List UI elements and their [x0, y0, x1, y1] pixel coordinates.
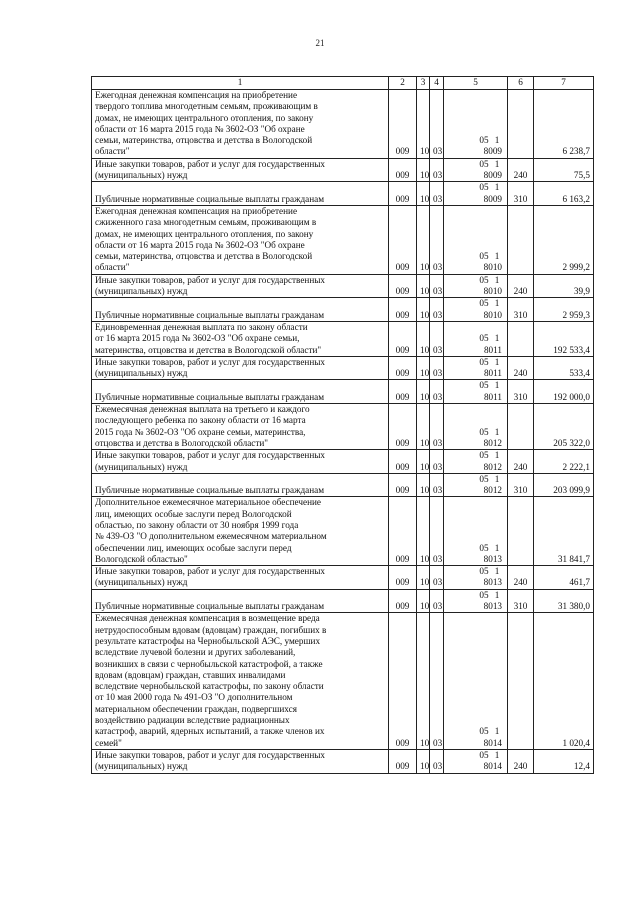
row-target — [444, 158, 508, 182]
row-pr: 03 — [430, 497, 444, 566]
row-name — [92, 274, 389, 298]
row-target-t3: 8010 — [483, 262, 502, 273]
row-name-line: 2015 года № 3602-ОЗ "Об охране семьи, материнства, — [95, 426, 306, 437]
row-amount: 203 099,9 — [534, 473, 594, 497]
row-target — [444, 274, 508, 298]
row-vr — [508, 404, 534, 450]
row-target-t3: 8010 — [483, 309, 502, 320]
row-target — [444, 497, 508, 566]
row-amount: 2 222,1 — [534, 450, 594, 474]
table-row — [92, 589, 594, 613]
row-amount: 533,4 — [534, 356, 594, 380]
row-vr: 240 — [508, 274, 534, 298]
row-gr: 009 — [389, 380, 417, 404]
row-name-line: Вологодской областью" — [95, 553, 188, 564]
row-name — [92, 182, 389, 206]
row-name-line: твердого топлива многодетным семьям, проживающим в — [95, 101, 318, 112]
table-row — [92, 158, 594, 182]
row-target — [444, 589, 508, 613]
row-pr: 03 — [430, 566, 444, 590]
row-rz: 10 — [417, 749, 430, 773]
row-name-line: сжиженного газа многодетным семьям, проживающим в — [95, 217, 317, 228]
row-name-line: Иные закупки товаров, работ и услуг для государственных — [95, 158, 326, 169]
row-gr: 009 — [389, 205, 417, 274]
header-row — [92, 77, 594, 90]
row-rz: 10 — [417, 566, 430, 590]
row-target-t1: 05 — [479, 333, 489, 344]
row-name-line: нетрудоспособным вдовам (вдовцам) граждан, погибших в — [95, 624, 327, 635]
row-rz: 10 — [417, 321, 430, 356]
row-target-t2: 1 — [494, 380, 500, 391]
row-name — [92, 497, 389, 566]
col-header-gr: 2 — [389, 77, 417, 90]
row-amount: 31 380,0 — [534, 589, 594, 613]
table-row — [92, 497, 594, 566]
row-rz: 10 — [417, 205, 430, 274]
row-target-t1: 05 — [479, 251, 489, 262]
table-row — [92, 356, 594, 380]
row-target — [444, 404, 508, 450]
row-gr: 009 — [389, 589, 417, 613]
row-gr: 009 — [389, 749, 417, 773]
row-name-line: катастроф, аварий, ядерных испытаний, а также членов их — [95, 726, 325, 737]
row-target-t3: 8009 — [483, 170, 502, 181]
row-pr: 03 — [430, 90, 444, 159]
row-pr: 03 — [430, 158, 444, 182]
row-gr: 009 — [389, 158, 417, 182]
row-name-line: материнства, отцовства и детства в Вологодской области" — [95, 344, 322, 355]
row-target-t2: 1 — [494, 356, 500, 367]
col-header-target: 5 — [444, 77, 508, 90]
row-name-line: семьи, материнства, отцовства и детства в Вологодской — [95, 251, 313, 262]
row-name-line: от 10 мая 2000 года № 491-ОЗ "О дополнительном — [95, 692, 293, 703]
row-name — [92, 404, 389, 450]
row-target — [444, 298, 508, 322]
row-gr: 009 — [389, 298, 417, 322]
row-target-t2: 1 — [494, 298, 500, 309]
row-name — [92, 90, 389, 159]
row-target — [444, 90, 508, 159]
row-amount: 6 163,2 — [534, 182, 594, 206]
row-target-t2: 1 — [494, 542, 500, 553]
row-amount: 205 322,0 — [534, 404, 594, 450]
table-row — [92, 613, 594, 750]
row-vr — [508, 497, 534, 566]
table-row — [92, 404, 594, 450]
col-header-pr: 4 — [430, 77, 444, 90]
row-pr: 03 — [430, 356, 444, 380]
row-target-t2: 1 — [494, 749, 500, 760]
row-gr: 009 — [389, 274, 417, 298]
row-rz: 10 — [417, 404, 430, 450]
row-target — [444, 613, 508, 750]
row-name-line: Единовременная денежная выплата по закону области — [95, 321, 308, 332]
row-rz: 10 — [417, 182, 430, 206]
row-name-line: домах, не имеющих центрального отопления, по закону — [95, 112, 314, 123]
row-target — [444, 321, 508, 356]
row-target-t1: 05 — [479, 726, 489, 737]
row-target-t2: 1 — [494, 158, 500, 169]
row-name-line: Публичные нормативные социальные выплаты гражданам — [95, 391, 325, 402]
row-name — [92, 749, 389, 773]
row-name-line: воздействию радиации вследствие радиационных — [95, 715, 290, 726]
row-target-t3: 8011 — [483, 344, 502, 355]
row-name-line: отцовства и детства в Вологодской области" — [95, 437, 269, 448]
row-target-t1: 05 — [479, 589, 489, 600]
row-gr: 009 — [389, 404, 417, 450]
row-gr: 009 — [389, 450, 417, 474]
row-target-t2: 1 — [494, 473, 500, 484]
row-amount: 1 020,4 — [534, 613, 594, 750]
row-name-line: обеспечении лиц, имеющих особые заслуги перед — [95, 542, 292, 553]
row-name-line: № 439-ОЗ "О дополнительном ежемесячном материальном — [95, 531, 327, 542]
row-rz: 10 — [417, 473, 430, 497]
row-rz: 10 — [417, 90, 430, 159]
row-name-line: Иные закупки товаров, работ и услуг для государственных — [95, 749, 326, 760]
row-name-line: Публичные нормативные социальные выплаты гражданам — [95, 309, 325, 320]
row-pr: 03 — [430, 404, 444, 450]
row-target-t1: 05 — [479, 182, 489, 193]
row-name — [92, 473, 389, 497]
row-rz: 10 — [417, 497, 430, 566]
row-name-line: области от 16 марта 2015 года № 3602-ОЗ "Об охране — [95, 239, 305, 250]
row-name-line: от 16 марта 2015 года № 3602-ОЗ "Об охране семьи, — [95, 333, 300, 344]
row-target-t3: 8012 — [483, 437, 502, 448]
row-target-t1: 05 — [479, 298, 489, 309]
row-name — [92, 356, 389, 380]
col-header-vr: 6 — [508, 77, 534, 90]
row-vr: 310 — [508, 589, 534, 613]
row-rz: 10 — [417, 589, 430, 613]
row-amount: 192 000,0 — [534, 380, 594, 404]
row-name-line: области от 16 марта 2015 года № 3602-ОЗ "Об охране — [95, 123, 305, 134]
table-row — [92, 205, 594, 274]
row-target-t2: 1 — [494, 333, 500, 344]
row-rz: 10 — [417, 158, 430, 182]
row-target-t3: 8014 — [483, 761, 502, 772]
table-row — [92, 274, 594, 298]
row-vr: 310 — [508, 182, 534, 206]
row-pr: 03 — [430, 205, 444, 274]
row-name-line: Ежегодная денежная компенсация на приобретение — [95, 90, 298, 100]
row-pr: 03 — [430, 613, 444, 750]
row-gr: 009 — [389, 613, 417, 750]
row-amount: 39,9 — [534, 274, 594, 298]
row-rz: 10 — [417, 450, 430, 474]
table-row — [92, 182, 594, 206]
col-header-name: 1 — [92, 77, 389, 90]
row-name-line: вдовам (вдовцам) граждан, ставших инвалидами — [95, 669, 286, 680]
row-target-t2: 1 — [494, 182, 500, 193]
col-header-rz: 3 — [417, 77, 430, 90]
row-pr: 03 — [430, 274, 444, 298]
table-row — [92, 298, 594, 322]
row-name-line: Иные закупки товаров, работ и услуг для государственных — [95, 356, 326, 367]
row-vr — [508, 90, 534, 159]
row-name-line: Иные закупки товаров, работ и услуг для государственных — [95, 566, 326, 577]
row-pr: 03 — [430, 450, 444, 474]
row-amount: 461,7 — [534, 566, 594, 590]
row-name-line: (муниципальных) нужд — [95, 368, 188, 379]
table-row — [92, 566, 594, 590]
table-body — [92, 90, 594, 774]
row-vr: 240 — [508, 450, 534, 474]
row-target-t2: 1 — [494, 726, 500, 737]
row-name-line: (муниципальных) нужд — [95, 286, 188, 297]
page-number: 21 — [315, 38, 325, 48]
row-gr: 009 — [389, 90, 417, 159]
row-target-t1: 05 — [479, 542, 489, 553]
row-name-line: (муниципальных) нужд — [95, 761, 188, 772]
row-target-t1: 05 — [479, 749, 489, 760]
row-rz: 10 — [417, 380, 430, 404]
row-name-line: лиц, имеющих особые заслуги перед Вологодской — [95, 508, 292, 519]
row-name-line: Иные закупки товаров, работ и услуг для государственных — [95, 274, 326, 285]
row-target-t1: 05 — [479, 274, 489, 285]
row-target-t2: 1 — [494, 589, 500, 600]
row-rz: 10 — [417, 274, 430, 298]
row-target-t2: 1 — [494, 135, 500, 146]
row-target-t3: 8014 — [483, 737, 502, 748]
row-target-t2: 1 — [494, 251, 500, 262]
row-vr: 310 — [508, 298, 534, 322]
row-target-t3: 8011 — [483, 391, 502, 402]
row-target-t1: 05 — [479, 158, 489, 169]
row-pr: 03 — [430, 749, 444, 773]
row-name-line: Публичные нормативные социальные выплаты гражданам — [95, 601, 325, 612]
row-name-line: семьи, материнства, отцовства и детства в Вологодской — [95, 135, 313, 146]
row-target-t2: 1 — [494, 566, 500, 577]
row-vr: 240 — [508, 158, 534, 182]
row-pr: 03 — [430, 298, 444, 322]
row-name-line: Публичные нормативные социальные выплаты гражданам — [95, 193, 325, 204]
row-target-t3: 8013 — [483, 601, 502, 612]
row-vr: 310 — [508, 380, 534, 404]
row-name — [92, 298, 389, 322]
row-target — [444, 205, 508, 274]
row-target — [444, 749, 508, 773]
row-target-t3: 8012 — [483, 461, 502, 472]
row-vr: 240 — [508, 356, 534, 380]
row-rz: 10 — [417, 298, 430, 322]
row-rz: 10 — [417, 613, 430, 750]
row-name-line: Дополнительное ежемесячное материальное обеспечение — [95, 497, 321, 508]
row-target — [444, 380, 508, 404]
row-target-t3: 8010 — [483, 286, 502, 297]
row-target — [444, 473, 508, 497]
table-row — [92, 321, 594, 356]
row-target — [444, 356, 508, 380]
row-name — [92, 321, 389, 356]
row-vr — [508, 613, 534, 750]
row-pr: 03 — [430, 182, 444, 206]
row-target-t3: 8013 — [483, 577, 502, 588]
row-name-line: домах, не имеющих центрального отопления, по закону — [95, 228, 314, 239]
row-amount: 12,4 — [534, 749, 594, 773]
row-name — [92, 589, 389, 613]
row-name — [92, 158, 389, 182]
table-row — [92, 473, 594, 497]
row-name-line: (муниципальных) нужд — [95, 461, 188, 472]
row-target-t3: 8012 — [483, 485, 502, 496]
row-name-line: результате катастрофы на Чернобыльской АЭС, умерших — [95, 635, 321, 646]
row-name-line: вследствие чернобыльской катастрофы, по закону области — [95, 681, 324, 692]
row-name-line: области" — [95, 146, 130, 157]
row-target-t1: 05 — [479, 380, 489, 391]
row-name-line: Ежемесячная денежная компенсация в возмещение вреда — [95, 613, 320, 624]
row-target-t2: 1 — [494, 426, 500, 437]
row-name-line: Ежемесячная денежная выплата на третьего и каждого — [95, 404, 310, 415]
row-amount: 2 959,3 — [534, 298, 594, 322]
row-target-t1: 05 — [479, 473, 489, 484]
row-name-line: (муниципальных) нужд — [95, 577, 188, 588]
table-row — [92, 749, 594, 773]
row-pr: 03 — [430, 473, 444, 497]
row-vr: 240 — [508, 566, 534, 590]
row-vr — [508, 205, 534, 274]
row-name — [92, 205, 389, 274]
row-gr: 009 — [389, 473, 417, 497]
row-pr: 03 — [430, 380, 444, 404]
row-name-line: области" — [95, 262, 130, 273]
row-name-line: областью, по закону области от 30 ноября 1999 года — [95, 519, 299, 530]
row-target — [444, 182, 508, 206]
row-amount: 75,5 — [534, 158, 594, 182]
row-target-t1: 05 — [479, 356, 489, 367]
row-target-t2: 1 — [494, 450, 500, 461]
row-target-t3: 8009 — [483, 193, 502, 204]
row-target-t2: 1 — [494, 274, 500, 285]
row-name-line: Публичные нормативные социальные выплаты гражданам — [95, 485, 325, 496]
row-name-line: материальном обеспечении граждан, подвергшихся — [95, 703, 297, 714]
budget-table — [91, 76, 594, 774]
row-target-t3: 8011 — [483, 368, 502, 379]
row-target-t3: 8013 — [483, 553, 502, 564]
col-header-amount: 7 — [534, 77, 594, 90]
row-target — [444, 566, 508, 590]
row-name-line: последующего ребенка по закону области от 16 марта — [95, 415, 306, 426]
row-name — [92, 380, 389, 404]
row-vr: 240 — [508, 749, 534, 773]
row-gr: 009 — [389, 321, 417, 356]
row-name-line: возникших в связи с чернобыльской катастрофой, а также — [95, 658, 323, 669]
row-target-t1: 05 — [479, 566, 489, 577]
row-name — [92, 450, 389, 474]
row-amount: 31 841,7 — [534, 497, 594, 566]
table-row — [92, 90, 594, 159]
row-target — [444, 450, 508, 474]
row-name-line: (муниципальных) нужд — [95, 170, 188, 181]
row-pr: 03 — [430, 589, 444, 613]
row-gr: 009 — [389, 566, 417, 590]
row-amount: 6 238,7 — [534, 90, 594, 159]
row-target-t1: 05 — [479, 135, 489, 146]
row-name-line: Ежегодная денежная компенсация на приобретение — [95, 205, 298, 216]
row-vr — [508, 321, 534, 356]
row-amount: 192 533,4 — [534, 321, 594, 356]
row-rz: 10 — [417, 356, 430, 380]
row-amount: 2 999,2 — [534, 205, 594, 274]
row-vr: 310 — [508, 473, 534, 497]
row-name-line: Иные закупки товаров, работ и услуг для государственных — [95, 450, 326, 461]
row-gr: 009 — [389, 497, 417, 566]
table-row — [92, 380, 594, 404]
row-pr: 03 — [430, 321, 444, 356]
row-target-t1: 05 — [479, 426, 489, 437]
row-name-line: семей" — [95, 737, 122, 748]
row-target-t1: 05 — [479, 450, 489, 461]
row-name — [92, 613, 389, 750]
table-row — [92, 450, 594, 474]
row-name-line: вследствие лучевой болезни и других заболеваний, — [95, 647, 296, 658]
row-gr: 009 — [389, 356, 417, 380]
row-gr: 009 — [389, 182, 417, 206]
row-target-t3: 8009 — [483, 146, 502, 157]
row-name — [92, 566, 389, 590]
